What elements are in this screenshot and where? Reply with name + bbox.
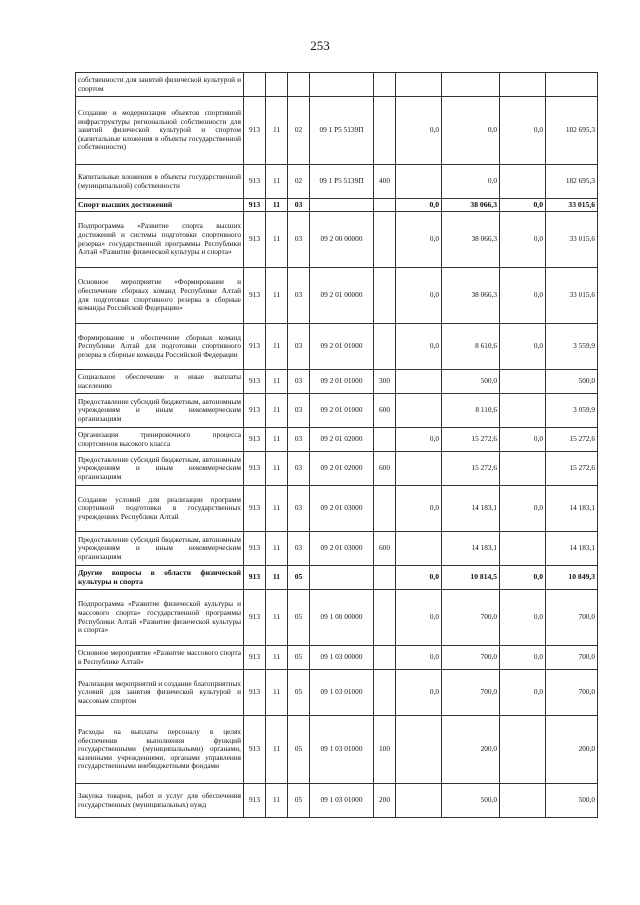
amount-col-1: 0,0 bbox=[396, 199, 442, 212]
subsection-code: 05 bbox=[288, 590, 310, 646]
section-code: 11 bbox=[266, 268, 288, 324]
target-article-code bbox=[310, 199, 374, 212]
table-row bbox=[76, 532, 598, 566]
amount-col-2: 14 183,1 bbox=[442, 486, 500, 532]
subsection-code: 03 bbox=[288, 199, 310, 212]
row-name: Создание условий для реализации программ спортивной подготовки в государственных учреждениях Республики Алтай bbox=[76, 486, 244, 532]
amount-col-4: 33 015,6 bbox=[546, 212, 598, 268]
amount-col-1: 0,0 bbox=[396, 646, 442, 670]
subsection-code: 03 bbox=[288, 428, 310, 452]
target-article-code: 09 2 01 00000 bbox=[310, 268, 374, 324]
amount-col-2: 8 610,6 bbox=[442, 324, 500, 370]
target-article-code: 09 1 03 01000 bbox=[310, 670, 374, 716]
amount-col-4: 14 183,1 bbox=[546, 486, 598, 532]
grbs-code bbox=[244, 73, 266, 97]
amount-col-4: 182 695,3 bbox=[546, 165, 598, 199]
amount-col-1: 0,0 bbox=[396, 268, 442, 324]
row-name: Формирование и обеспечение сборных команд Республики Алтай для подготовки спортивного резерва в сборные команды Российской Федерации bbox=[76, 324, 244, 370]
amount-col-4: 33 015,6 bbox=[546, 268, 598, 324]
amount-col-2 bbox=[442, 73, 500, 97]
grbs-code: 913 bbox=[244, 370, 266, 394]
table-row bbox=[76, 394, 598, 428]
section-code bbox=[266, 73, 288, 97]
amount-col-2: 0,0 bbox=[442, 97, 500, 165]
row-name: Создание и модернизация объектов спортивной инфраструктуры региональной собственности для занятий физической культурой и спортом (капитальные вложения в объекты государственной собственности) bbox=[76, 97, 244, 165]
amount-col-3 bbox=[500, 73, 546, 97]
section-code: 11 bbox=[266, 394, 288, 428]
row-name: Спорт высших достижений bbox=[76, 199, 244, 212]
grbs-code: 913 bbox=[244, 97, 266, 165]
amount-col-1 bbox=[396, 370, 442, 394]
table-row bbox=[76, 73, 598, 97]
subsection-code: 03 bbox=[288, 394, 310, 428]
expense-type-code bbox=[374, 486, 396, 532]
section-code: 11 bbox=[266, 452, 288, 486]
expense-type-code bbox=[374, 670, 396, 716]
amount-col-4: 182 695,3 bbox=[546, 97, 598, 165]
amount-col-4: 15 272,6 bbox=[546, 428, 598, 452]
subsection-code: 03 bbox=[288, 212, 310, 268]
section-code: 11 bbox=[266, 97, 288, 165]
expense-type-code bbox=[374, 324, 396, 370]
section-code: 11 bbox=[266, 670, 288, 716]
table-row bbox=[76, 486, 598, 532]
row-name: Основное мероприятие «Формирование и обеспечение сборных команд Республики Алтай для подготовки спортивного резерва в сборные команды Российской Федерации» bbox=[76, 268, 244, 324]
amount-col-4: 200,0 bbox=[546, 716, 598, 784]
section-code: 11 bbox=[266, 165, 288, 199]
target-article-code bbox=[310, 566, 374, 590]
amount-col-3: 0,0 bbox=[500, 646, 546, 670]
row-name: Другие вопросы в области физической культуры и спорта bbox=[76, 566, 244, 590]
amount-col-1 bbox=[396, 716, 442, 784]
amount-col-2: 0,0 bbox=[442, 165, 500, 199]
expense-type-code bbox=[374, 199, 396, 212]
amount-col-1: 0,0 bbox=[396, 428, 442, 452]
grbs-code: 913 bbox=[244, 566, 266, 590]
amount-col-2: 14 183,1 bbox=[442, 532, 500, 566]
amount-col-3 bbox=[500, 394, 546, 428]
table-row bbox=[76, 212, 598, 268]
row-name: собственности для занятий физической культурой и спортом bbox=[76, 73, 244, 97]
grbs-code: 913 bbox=[244, 486, 266, 532]
amount-col-4: 700,0 bbox=[546, 590, 598, 646]
amount-col-1: 0,0 bbox=[396, 324, 442, 370]
target-article-code: 09 2 01 01000 bbox=[310, 324, 374, 370]
grbs-code: 913 bbox=[244, 268, 266, 324]
row-name: Предоставление субсидий бюджетным, автономным учреждениям и иным некоммерческим организациям bbox=[76, 532, 244, 566]
amount-col-2: 8 110,6 bbox=[442, 394, 500, 428]
amount-col-4: 700,0 bbox=[546, 646, 598, 670]
amount-col-3: 0,0 bbox=[500, 670, 546, 716]
target-article-code: 09 1 03 01000 bbox=[310, 784, 374, 818]
amount-col-2: 200,0 bbox=[442, 716, 500, 784]
grbs-code: 913 bbox=[244, 532, 266, 566]
target-article-code: 09 1 03 00000 bbox=[310, 646, 374, 670]
amount-col-4: 33 015,6 bbox=[546, 199, 598, 212]
table-row bbox=[76, 370, 598, 394]
target-article-code bbox=[310, 73, 374, 97]
expense-type-code bbox=[374, 268, 396, 324]
grbs-code: 913 bbox=[244, 670, 266, 716]
subsection-code: 03 bbox=[288, 370, 310, 394]
amount-col-3: 0,0 bbox=[500, 324, 546, 370]
section-code: 11 bbox=[266, 212, 288, 268]
grbs-code: 913 bbox=[244, 394, 266, 428]
amount-col-4: 3 559,9 bbox=[546, 324, 598, 370]
subsection-code bbox=[288, 73, 310, 97]
subsection-code: 05 bbox=[288, 716, 310, 784]
amount-col-3 bbox=[500, 716, 546, 784]
target-article-code: 09 1 P5 5139П bbox=[310, 97, 374, 165]
amount-col-3 bbox=[500, 452, 546, 486]
section-code: 11 bbox=[266, 646, 288, 670]
table-row bbox=[76, 566, 598, 590]
amount-col-1 bbox=[396, 452, 442, 486]
expense-type-code bbox=[374, 590, 396, 646]
section-code: 11 bbox=[266, 566, 288, 590]
table-row bbox=[76, 199, 598, 212]
amount-col-4: 15 272,6 bbox=[546, 452, 598, 486]
amount-col-1 bbox=[396, 73, 442, 97]
row-name: Предоставление субсидий бюджетным, автономным учреждениям и иным некоммерческим организациям bbox=[76, 394, 244, 428]
amount-col-3 bbox=[500, 532, 546, 566]
amount-col-2: 700,0 bbox=[442, 646, 500, 670]
target-article-code: 09 2 01 02000 bbox=[310, 428, 374, 452]
table-row bbox=[76, 716, 598, 784]
target-article-code: 09 2 01 01000 bbox=[310, 394, 374, 428]
expense-type-code bbox=[374, 428, 396, 452]
page-number: 253 bbox=[310, 38, 330, 53]
row-name: Подпрограмма «Развитие физической культуры и массового спорта» государственной программы Республики Алтай «Развитие физической культуры и спорта» bbox=[76, 590, 244, 646]
section-code: 11 bbox=[266, 716, 288, 784]
target-article-code: 09 2 01 03000 bbox=[310, 486, 374, 532]
section-code: 11 bbox=[266, 532, 288, 566]
grbs-code: 913 bbox=[244, 428, 266, 452]
grbs-code: 913 bbox=[244, 646, 266, 670]
table-row bbox=[76, 428, 598, 452]
amount-col-2: 38 066,3 bbox=[442, 199, 500, 212]
table-row bbox=[76, 646, 598, 670]
subsection-code: 03 bbox=[288, 268, 310, 324]
amount-col-3: 0,0 bbox=[500, 212, 546, 268]
amount-col-1: 0,0 bbox=[396, 97, 442, 165]
grbs-code: 913 bbox=[244, 165, 266, 199]
amount-col-2: 15 272,6 bbox=[442, 452, 500, 486]
section-code: 11 bbox=[266, 370, 288, 394]
expense-type-code: 400 bbox=[374, 165, 396, 199]
expense-type-code bbox=[374, 566, 396, 590]
subsection-code: 05 bbox=[288, 566, 310, 590]
table-row bbox=[76, 784, 598, 818]
row-name: Организация тренировочного процесса спортсменов высокого класса bbox=[76, 428, 244, 452]
table-row bbox=[76, 590, 598, 646]
target-article-code: 09 1 00 00000 bbox=[310, 590, 374, 646]
expense-type-code bbox=[374, 73, 396, 97]
expense-type-code bbox=[374, 212, 396, 268]
amount-col-2: 15 272,6 bbox=[442, 428, 500, 452]
amount-col-4: 3 059,9 bbox=[546, 394, 598, 428]
subsection-code: 05 bbox=[288, 784, 310, 818]
section-code: 11 bbox=[266, 428, 288, 452]
row-name: Реализация мероприятий и создание благоприятных условий для занятия физической культурой и массовым спортом bbox=[76, 670, 244, 716]
grbs-code: 913 bbox=[244, 784, 266, 818]
target-article-code: 09 2 01 01000 bbox=[310, 370, 374, 394]
amount-col-2: 38 066,3 bbox=[442, 268, 500, 324]
grbs-code: 913 bbox=[244, 199, 266, 212]
grbs-code: 913 bbox=[244, 590, 266, 646]
subsection-code: 03 bbox=[288, 324, 310, 370]
grbs-code: 913 bbox=[244, 716, 266, 784]
amount-col-3: 0,0 bbox=[500, 590, 546, 646]
subsection-code: 03 bbox=[288, 532, 310, 566]
expense-type-code: 200 bbox=[374, 784, 396, 818]
amount-col-3: 0,0 bbox=[500, 428, 546, 452]
target-article-code: 09 2 00 00000 bbox=[310, 212, 374, 268]
amount-col-2: 38 066,3 bbox=[442, 212, 500, 268]
subsection-code: 05 bbox=[288, 646, 310, 670]
subsection-code: 02 bbox=[288, 165, 310, 199]
amount-col-4: 500,0 bbox=[546, 784, 598, 818]
row-name: Основное мероприятие «Развитие массового спорта в Республике Алтай» bbox=[76, 646, 244, 670]
row-name: Расходы на выплаты персоналу в целях обеспечения выполнения функций государственными (муниципальными) органами, казенными учреждениями, органами управления государственными внебюджетными фондами bbox=[76, 716, 244, 784]
row-name: Капитальные вложения в объекты государственной (муниципальной) собственности bbox=[76, 165, 244, 199]
amount-col-2: 500,0 bbox=[442, 370, 500, 394]
amount-col-1: 0,0 bbox=[396, 486, 442, 532]
amount-col-4: 14 183,1 bbox=[546, 532, 598, 566]
amount-col-4: 700,0 bbox=[546, 670, 598, 716]
amount-col-2: 700,0 bbox=[442, 670, 500, 716]
section-code: 11 bbox=[266, 486, 288, 532]
budget-table bbox=[75, 72, 598, 818]
table-row bbox=[76, 165, 598, 199]
amount-col-3: 0,0 bbox=[500, 486, 546, 532]
section-code: 11 bbox=[266, 590, 288, 646]
amount-col-1 bbox=[396, 784, 442, 818]
section-code: 11 bbox=[266, 324, 288, 370]
grbs-code: 913 bbox=[244, 324, 266, 370]
amount-col-2: 10 814,5 bbox=[442, 566, 500, 590]
target-article-code: 09 1 P5 5139П bbox=[310, 165, 374, 199]
expense-type-code bbox=[374, 646, 396, 670]
row-name: Подпрограмма «Развитие спорта высших достижений и системы подготовки спортивного резерва» государственной программы Республики Алтай «Развитие физической культуры и спорта» bbox=[76, 212, 244, 268]
amount-col-2: 700,0 bbox=[442, 590, 500, 646]
amount-col-3: 0,0 bbox=[500, 97, 546, 165]
expense-type-code: 600 bbox=[374, 532, 396, 566]
subsection-code: 05 bbox=[288, 670, 310, 716]
amount-col-4 bbox=[546, 73, 598, 97]
amount-col-1: 0,0 bbox=[396, 670, 442, 716]
grbs-code: 913 bbox=[244, 452, 266, 486]
subsection-code: 03 bbox=[288, 452, 310, 486]
amount-col-1 bbox=[396, 532, 442, 566]
target-article-code: 09 1 03 01000 bbox=[310, 716, 374, 784]
expense-type-code: 600 bbox=[374, 452, 396, 486]
section-code: 11 bbox=[266, 784, 288, 818]
expense-type-code: 100 bbox=[374, 716, 396, 784]
expense-type-code bbox=[374, 97, 396, 165]
subsection-code: 02 bbox=[288, 97, 310, 165]
table-row bbox=[76, 324, 598, 370]
section-code: 11 bbox=[266, 199, 288, 212]
amount-col-3: 0,0 bbox=[500, 268, 546, 324]
amount-col-3 bbox=[500, 370, 546, 394]
amount-col-3 bbox=[500, 165, 546, 199]
row-name: Закупка товаров, работ и услуг для обеспечения государственных (муниципальных) нужд bbox=[76, 784, 244, 818]
table-row bbox=[76, 452, 598, 486]
target-article-code: 09 2 01 03000 bbox=[310, 532, 374, 566]
target-article-code: 09 2 01 02000 bbox=[310, 452, 374, 486]
amount-col-3: 0,0 bbox=[500, 566, 546, 590]
amount-col-1 bbox=[396, 165, 442, 199]
amount-col-1: 0,0 bbox=[396, 212, 442, 268]
row-name: Социальное обеспечение и иные выплаты населению bbox=[76, 370, 244, 394]
table-row bbox=[76, 670, 598, 716]
amount-col-3: 0,0 bbox=[500, 199, 546, 212]
amount-col-1 bbox=[396, 394, 442, 428]
expense-type-code: 600 bbox=[374, 394, 396, 428]
subsection-code: 03 bbox=[288, 486, 310, 532]
amount-col-3 bbox=[500, 784, 546, 818]
amount-col-1: 0,0 bbox=[396, 566, 442, 590]
expense-type-code: 300 bbox=[374, 370, 396, 394]
amount-col-2: 500,0 bbox=[442, 784, 500, 818]
row-name: Предоставление субсидий бюджетным, автономным учреждениям и иным некоммерческим организациям bbox=[76, 452, 244, 486]
grbs-code: 913 bbox=[244, 212, 266, 268]
amount-col-1: 0,0 bbox=[396, 590, 442, 646]
amount-col-4: 10 849,3 bbox=[546, 566, 598, 590]
table-row bbox=[76, 97, 598, 165]
table-row bbox=[76, 268, 598, 324]
amount-col-4: 500,0 bbox=[546, 370, 598, 394]
